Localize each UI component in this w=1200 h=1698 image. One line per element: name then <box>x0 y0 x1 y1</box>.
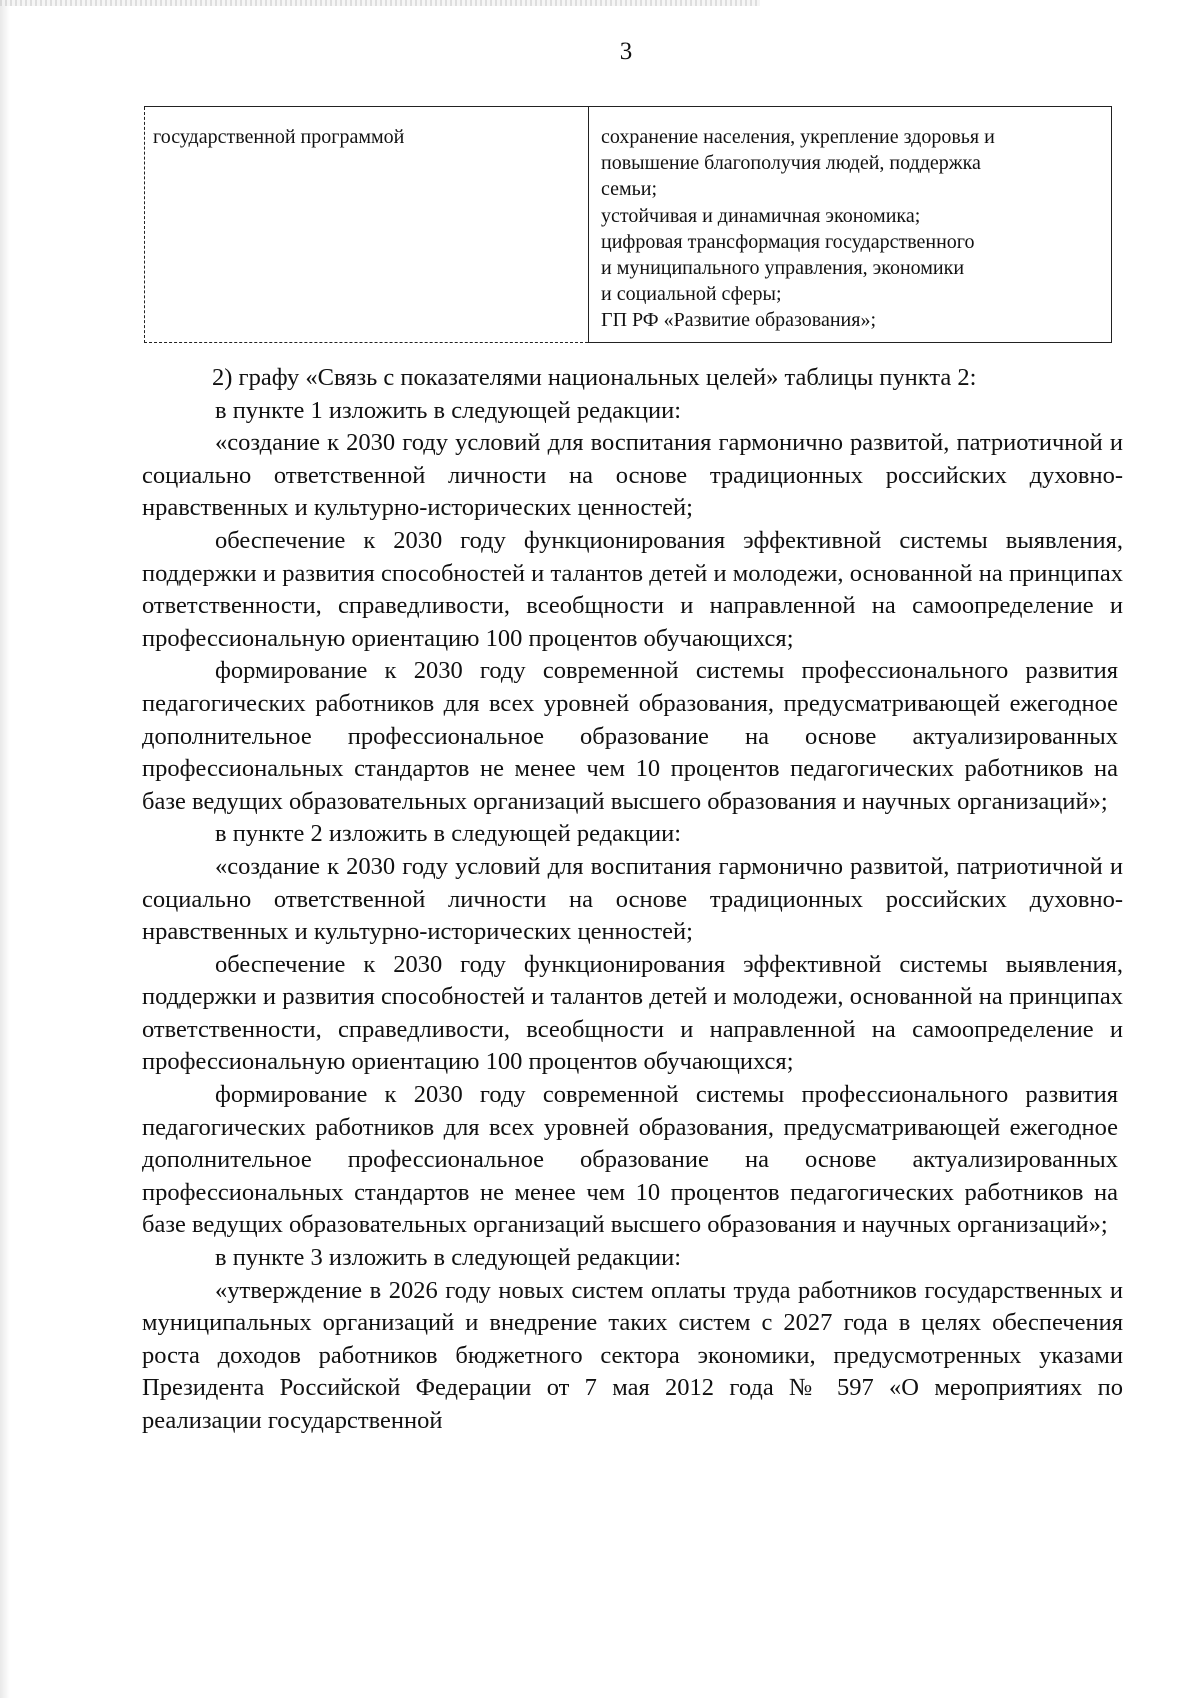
paragraph: в пункте 1 изложить в следующей редакции: <box>215 396 682 424</box>
page-number: 3 <box>619 38 633 65</box>
paragraph: в пункте 2 изложить в следующей редакции: <box>215 820 682 848</box>
program-table <box>144 106 1112 343</box>
table-cell-left: государственной программой <box>145 107 589 343</box>
table-cell-line: сохранение населения, укрепление здоровья и <box>601 126 995 148</box>
paragraph: «создание к 2030 году условий для воспитания гармонично развитой, патриотичной и социально ответственной личности на основе традиционных российских духовно-нравственных и культурно-исторических ценностей; <box>142 429 1123 522</box>
paragraph: в пункте 3 изложить в следующей редакции: <box>215 1244 682 1272</box>
table-cell-line: ГП РФ «Развитие образования»; <box>601 309 877 332</box>
paragraph: формирование к 2030 году современной системы профессионального развития педагогических работников для всех уровней образования, предусматривающей ежегодное дополнительное профессиональное образование на основе актуализированных профессиональных стандартов не менее чем 10 процентов педагогических работников на базе ведущих образовательных организаций высшего образования и научных организаций»; <box>142 657 1118 815</box>
table-row <box>145 107 1112 343</box>
table-cell-right <box>589 107 1112 343</box>
table-cell-line: и социальной сферы; <box>601 283 782 306</box>
table-cell-line: и муниципального управления, экономики <box>601 257 965 280</box>
paragraph: формирование к 2030 году современной системы профессионального развития педагогических работников для всех уровней образования, предусматривающей ежегодное дополнительное профессиональное образование на основе актуализированных профессиональных стандартов не менее чем 10 процентов педагогических работников на базе ведущих образовательных организаций высшего образования и научных организаций»; <box>142 1081 1118 1239</box>
table-cell-line: цифровая трансформация государственного <box>601 230 975 253</box>
scan-edge <box>0 0 10 1698</box>
paragraph: обеспечение к 2030 году функционирования эффективной системы выявления, поддержки и развития способностей и талантов детей и молодежи, основанной на принципах ответственности, справедливости, всеобщности и направленной на самоопределение и профессиональную ориентацию 100 процентов обучающихся; <box>142 950 1123 1076</box>
paragraph: «утверждение в 2026 году новых систем оплаты труда работников государственных и муниципальных организаций и внедрение таких систем с 2027 года в целях обеспечения роста доходов работников бюджетного сектора экономики, предусмотренных указами Президента Российской Федерации от 7 мая 2012 года № 597 «О мероприятиях по реализации государственной <box>142 1276 1123 1434</box>
paragraph: обеспечение к 2030 году функционирования эффективной системы выявления, поддержки и развития способностей и талантов детей и молодежи, основанной на принципах ответственности, справедливости, всеобщности и направленной на самоопределение и профессиональную ориентацию 100 процентов обучающихся; <box>142 526 1123 652</box>
table-cell-line: устойчивая и динамичная экономика; <box>601 204 921 227</box>
paragraph: 2) графу «Связь с показателями национальных целей» таблицы пункта 2: <box>212 364 977 391</box>
document-body <box>142 362 1123 1438</box>
table-cell-line: семьи; <box>601 178 658 201</box>
table-cell-line: повышение благополучия людей, поддержка <box>601 152 981 175</box>
paragraph: «создание к 2030 году условий для воспитания гармонично развитой, патриотичной и социально ответственной личности на основе традиционных российских духовно-нравственных и культурно-исторических ценностей; <box>142 852 1123 946</box>
scan-top-noise <box>0 0 760 6</box>
